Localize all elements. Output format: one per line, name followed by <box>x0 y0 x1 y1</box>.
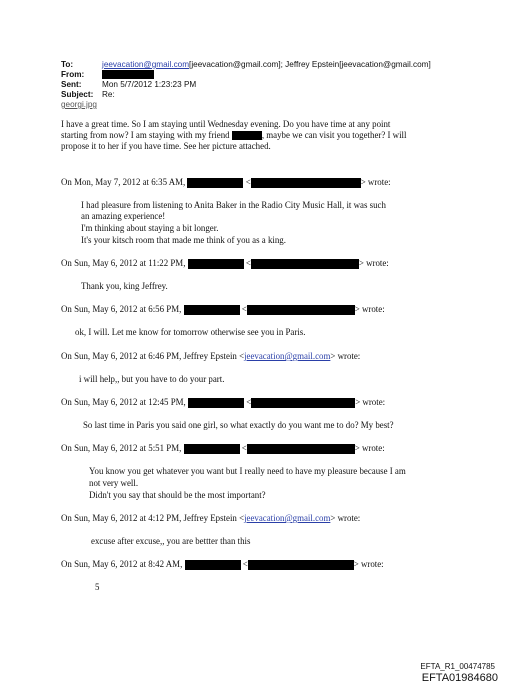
quote-header-6: On Sun, May 6, 2012 at 5:51 PM, < > wrote: <box>61 443 385 453</box>
quote-header-7: On Sun, May 6, 2012 at 4:12 PM, Jeffrey Epstein <jeevacation@gmail.com> wrote: <box>61 513 361 523</box>
quote-header-1: On Mon, May 7, 2012 at 6:35 AM, < > wrote: <box>61 177 391 187</box>
sent-label: Sent: <box>61 80 82 89</box>
message-7: excuse after excuse,, you are bettter than this <box>91 536 251 546</box>
redaction-block <box>102 70 154 79</box>
body-line-3: propose it to her if you have time. See her picture attached. <box>61 141 271 151</box>
message-2: Thank you, king Jeffrey. <box>81 281 168 291</box>
message-4: i will help,, but you have to do your part. <box>79 374 225 384</box>
redaction-block <box>188 398 244 408</box>
quote-header-2: On Sun, May 6, 2012 at 11:22 PM, < > wrote: <box>61 258 389 268</box>
redaction-block <box>232 131 262 140</box>
quote-header-5: On Sun, May 6, 2012 at 12:45 PM, < > wrote: <box>61 397 386 407</box>
quote-header-3: On Sun, May 6, 2012 at 6:56 PM, < > wrote: <box>61 304 385 314</box>
redaction-block <box>251 259 359 269</box>
message-1-line-1: I had pleasure from listening to Anita Baker in the Radio City Music Hall, it was such <box>81 200 386 210</box>
redaction-block <box>187 178 243 188</box>
message-1-line-2: an amazing experience! <box>81 211 166 221</box>
email-link[interactable]: jeevacation@gmail.com <box>244 513 331 523</box>
quote-header-8: On Sun, May 6, 2012 at 8:42 AM, < > wrote: <box>61 559 384 569</box>
subject-value: Re: <box>102 90 115 99</box>
message-3: ok, I will. Let me know for tomorrow otherwise see you in Paris. <box>75 327 306 337</box>
attachment-row <box>61 100 97 110</box>
to-recipients: [jeevacation@gmail.com]; Jeffrey Epstein[jeevacation@gmail.com] <box>189 60 431 69</box>
message-1-line-4: It's your kitsch room that made me think of you as a king. <box>81 235 286 245</box>
to-label: To: <box>61 60 74 69</box>
quote-header-4: On Sun, May 6, 2012 at 6:46 PM, Jeffrey Epstein <jeevacation@gmail.com> wrote: <box>61 351 361 361</box>
message-6-line-2: not very well. <box>89 478 139 488</box>
redaction-block <box>185 560 241 570</box>
attachment-link[interactable]: georgi.jpg <box>61 100 97 109</box>
message-6-line-3: Didn't you say that should be the most important? <box>89 490 266 500</box>
sent-value: Mon 5/7/2012 1:23:23 PM <box>102 80 197 89</box>
redaction-block <box>188 259 244 269</box>
email-link[interactable]: jeevacation@gmail.com <box>244 351 331 361</box>
message-5: So last time in Paris you said one girl, so what exactly do you want me to do? My best? <box>83 420 394 430</box>
to-email-link[interactable]: jeevacation@gmail.com <box>102 60 190 69</box>
body-line-2: starting from now? I am staying with my friend , maybe we can visit you together? I will <box>61 130 407 140</box>
message-8: 5 <box>95 582 100 592</box>
redaction-block <box>251 178 361 188</box>
footer-reference-1: EFTA_R1_00474785 <box>420 662 495 671</box>
redaction-block <box>184 444 240 454</box>
body-line-1: I have a great time. So I am staying until Wednesday evening. Do you have time at any point <box>61 119 391 129</box>
from-label: From: <box>61 70 85 79</box>
redaction-block <box>248 560 354 570</box>
redaction-block <box>247 305 355 315</box>
redaction-block <box>247 444 355 454</box>
redaction-block <box>184 305 240 315</box>
message-1-line-3: I'm thinking about staying a bit longer. <box>81 223 219 233</box>
footer-reference-2: EFTA01984680 <box>421 672 498 684</box>
message-6-line-1: You know you get whatever you want but I really need to have my pleasure because I am <box>89 466 406 476</box>
redaction-block <box>251 398 355 408</box>
subject-label: Subject: <box>61 90 94 99</box>
